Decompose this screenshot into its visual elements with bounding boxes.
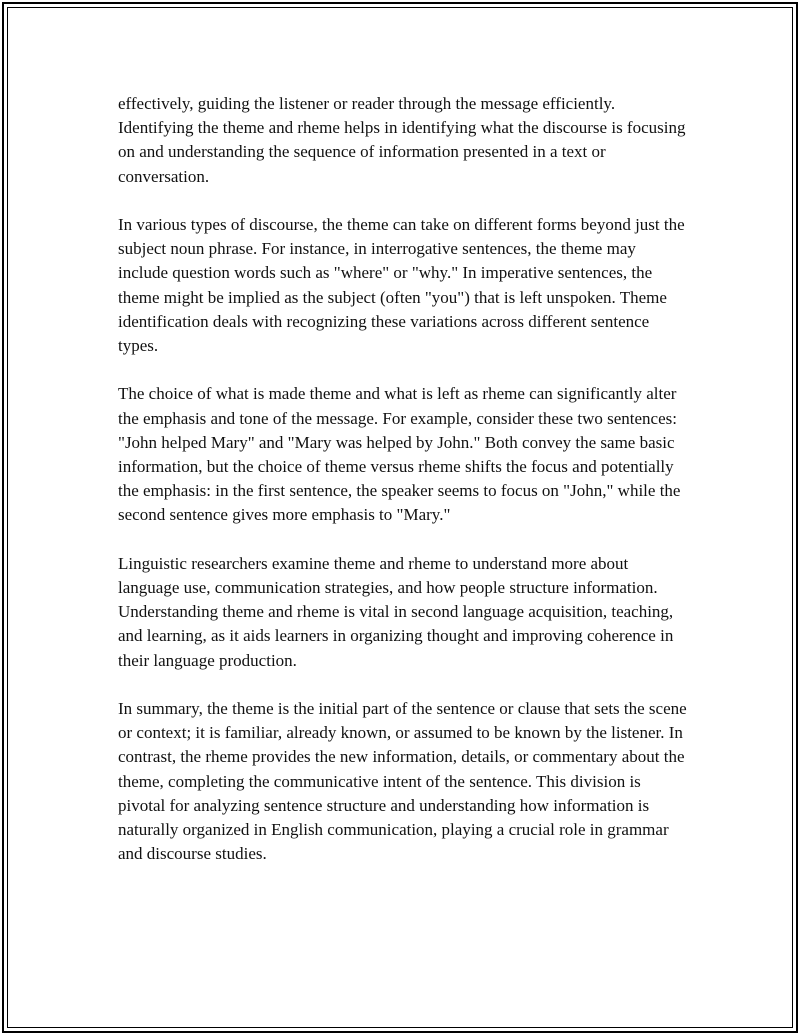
paragraph-2: In various types of discourse, the theme can take on different forms beyond just the subject noun phrase. For instance, in interrogative sentences, the theme may include question words such as "where" or "why." In imperative sentences, the theme might be implied as the subject (often "you") that is left unspoken. Theme identification deals with recognizing these variations across different sentence types. xyxy=(118,215,685,356)
paragraph-1: effectively, guiding the listener or reader through the message efficiently. Identifying the theme and rheme helps in identifying what the discourse is focusing on and understanding the sequence of information presented in a text or conversation. xyxy=(118,94,686,186)
paragraph-3: The choice of what is made theme and what is left as rheme can significantly alter the emphasis and tone of the message. For example, consider these two sentences: "John helped Mary" and "Mary was helped by John." Both convey the same basic information, but the choice of theme versus rheme shifts the focus and potentially the emphasis: in the first sentence, the speaker seems to focus on "John," while the second sentence gives more emphasis to "Mary." xyxy=(118,384,681,525)
paragraph-4: Linguistic researchers examine theme and rheme to understand more about language use, communication strategies, and how people structure information. Understanding theme and rheme is vital in second language acquisition, teaching, and learning, as it aids learners in organizing thought and improving coherence in their language production. xyxy=(118,553,674,670)
paragraph-5: In summary, the theme is the initial part of the sentence or clause that sets the scene or context; it is familiar, already known, or assumed to be known by the listener. In contrast, the rheme provides the new information, details, or commentary about the theme, completing the communicative intent of the sentence. This division is pivotal for analyzing sentence structure and understanding how information is naturally organized in English communication, playing a crucial role in grammar and discourse studies. xyxy=(118,699,687,864)
document-body xyxy=(118,92,690,891)
